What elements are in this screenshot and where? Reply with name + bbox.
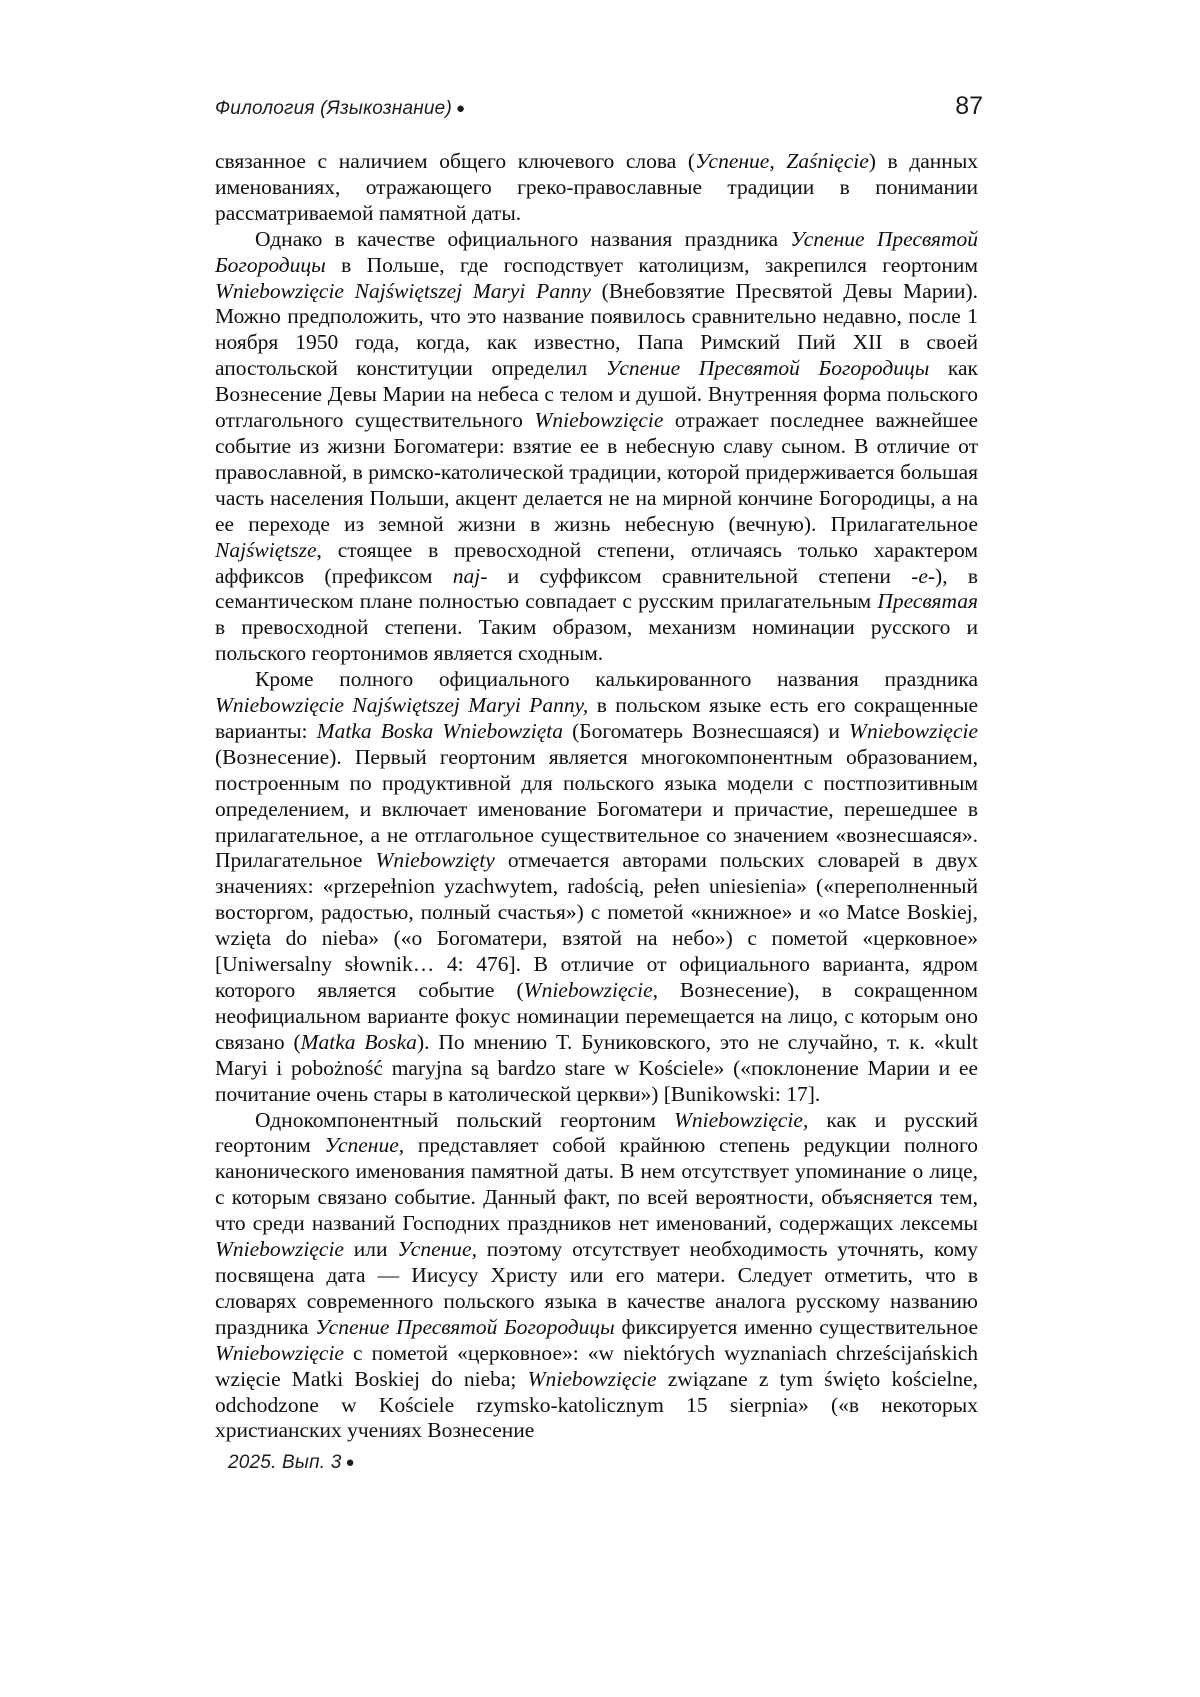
text-segment: (Богоматерь Вознесшаяся) и <box>562 718 850 743</box>
italic-term: Wniebowzięcie <box>534 408 664 433</box>
footer-issue-label: 2025. Вып. 3 <box>228 1452 342 1473</box>
italic-term: naj- <box>452 563 488 588</box>
page-number: 87 <box>955 92 983 120</box>
italic-term: Wniebowzięcie <box>849 718 979 743</box>
text-segment: Однако в качестве официального названия праздника <box>255 226 791 251</box>
italic-term: Najświętsze <box>215 537 317 562</box>
italic-term: Пресвятая <box>877 589 978 614</box>
italic-term: Успение Пресвятой Богородицы <box>605 356 930 381</box>
text-segment: , стоящее в превосходной степени, отличаясь только характером аффиксов (префиксом <box>215 537 978 588</box>
text-segment: фиксируется именно существительное <box>614 1314 978 1339</box>
italic-term: Успение, <box>324 1133 405 1158</box>
italic-term: Matka Boska Wniebowzięta <box>316 718 563 743</box>
text-segment: (Вознесение). Первый геортоним является многокомпонентным образованием, построенным по продуктивной для польского языка модели с постпозитивным определением, и включает именование Богоматери и причастие, перешедшее в прилагательное, а не отглагольное существительное со значением «вознесшаяся». Прилагательное <box>215 744 978 873</box>
bullet-icon: ● <box>345 1454 355 1471</box>
text-segment: поэтому отсутствует необходимость уточнять, кому посвящена дата — Иисусу Христу или его матери. Следует отметить, что в словарях современного польского языка в качестве аналога русскому названию праздника <box>215 1237 978 1339</box>
italic-term: Zaśnięcie <box>786 149 869 173</box>
italic-term: Wniebowzięcie <box>527 1366 657 1391</box>
italic-term: Wniebowzięcie <box>215 1237 344 1262</box>
text-segment: в превосходной степени. Таким образом, механизм номинации русского и польского геортонимов является сходным. <box>215 615 978 666</box>
text-segment: , Вознесение), в сокращенном неофициальном варианте фокус номинации перемещается на лицо, с которым оно связано ( <box>215 978 978 1054</box>
text-segment: в польском языке есть его сокращенные варианты: <box>215 693 978 743</box>
text-segment: с пометой «церковное»: «w niektórych wyznaniach chrześcijańskich wzięcie Matki Boskiej do nieba; <box>215 1340 978 1391</box>
footer <box>228 1452 355 1474</box>
text-segment: (Внебовзятие Пресвятой Девы Марии). Можно предположить, что это название появилось сравнительно недавно, после 1 ноября 1950 года, когда, как известно, Папа Римский Пий XII в своей апостольской конституции определил <box>215 278 979 381</box>
italic-term: Wniebowzięcie Najświętszej Maryi Panny <box>215 278 591 303</box>
bullet-icon: ● <box>455 100 466 117</box>
italic-term: Успение Пресвятой Богородицы <box>315 1314 615 1339</box>
italic-term: Wniebowzięcie <box>215 1340 344 1365</box>
text-segment: , <box>769 149 787 173</box>
italic-term: Wniebowzięcie, <box>673 1107 809 1132</box>
italic-term: Matka Boska <box>300 1029 417 1054</box>
text-segment: и суффиксом сравнительной степени <box>487 563 912 588</box>
paragraph <box>215 149 978 227</box>
text-segment: представляет собой крайнюю степень редукции полного канонического именования памятной даты. В нем отсутствует упоминание о лице, с которым связано событие. Данный факт, по всей вероятности, объясняется тем, что среди названий Господних праздников нет именований, содержащих лексемы <box>215 1133 978 1236</box>
italic-term: Успение Пресвятой Богородицы <box>215 226 978 277</box>
italic-term: Успение, <box>397 1237 477 1262</box>
text-segment: Кроме полного официального калькированного названия праздника <box>255 667 978 692</box>
italic-term: Успение <box>695 149 770 173</box>
paragraph <box>215 227 978 667</box>
text-segment: związane z tym święto kościelne, odchodzone w Kościele rzymsko-katolicznym 15 sierpnia» («в некоторых христианских учениях Вознесение <box>215 1366 979 1443</box>
paragraph <box>215 1108 978 1445</box>
running-head <box>215 92 983 121</box>
text-segment: или <box>343 1237 398 1262</box>
italic-term: Wniebowzięcie Najświętszej Maryi Panny, <box>215 693 589 718</box>
italic-term: Wniebowzięty <box>375 848 495 873</box>
text-segment: ) в данных именованиях, отражающего греко-православные традиции в понимании рассматриваемой памятной даты. <box>215 149 979 225</box>
italic-term: Wniebowzięcie <box>523 978 653 1002</box>
text-segment: связанное с наличием общего ключевого слова ( <box>215 149 696 173</box>
text-segment: как Вознесение Девы Марии на небеса с телом и душой. Внутренняя форма польского отглагольного существительного <box>215 356 978 433</box>
paragraph <box>215 667 978 1107</box>
text-segment: отмечается авторами польских словарей в двух значениях: «przepełnion yzachwytem, radością, pełen uniesienia» («переполненный восторгом, радостью, полный счастья») с пометой «книжное» и «о Matce Boskiej, wzięta do nieba» («о Богоматери, взятой на небо») с пометой «церковное» [Uniwersalny słownik… 4: 476]. В отличие от официального варианта, ядром которого является событие ( <box>215 848 978 1002</box>
running-title-text: Филология (Языкознание) <box>215 98 452 119</box>
text-segment: Однокомпонентный польский геортоним <box>255 1107 674 1132</box>
text-segment: ). По мнению Т. Буниковского, это не случайно, т. к. «kult Maryi i pobożność maryjna są bardzo stare w Kościele» («поклонение Марии и ее почитание очень стары в католической церкви») [Bunikowski: 17]. <box>215 1029 978 1106</box>
text-segment: в Польше, где господствует католицизм, закрепился геортоним <box>325 252 978 277</box>
running-title <box>215 98 465 120</box>
text-segment: отражает последнее важнейшее событие из жизни Богоматери: взятие ее в небесную славу сыном. В отличие от православной, в римско-католической традиции, которой придерживается большая часть населения Польши, акцент делается не на мирной кончине Богородицы, а на ее переходе из земной жизни в жизнь небесную (вечную). Прилагательное <box>215 408 978 536</box>
text-segment: как и русский геортоним <box>215 1107 978 1158</box>
italic-term: -е- <box>911 563 936 588</box>
text-segment: ), в семантическом плане полностью совпадает с русским прилагательным <box>215 563 978 614</box>
article-body <box>215 149 978 1444</box>
